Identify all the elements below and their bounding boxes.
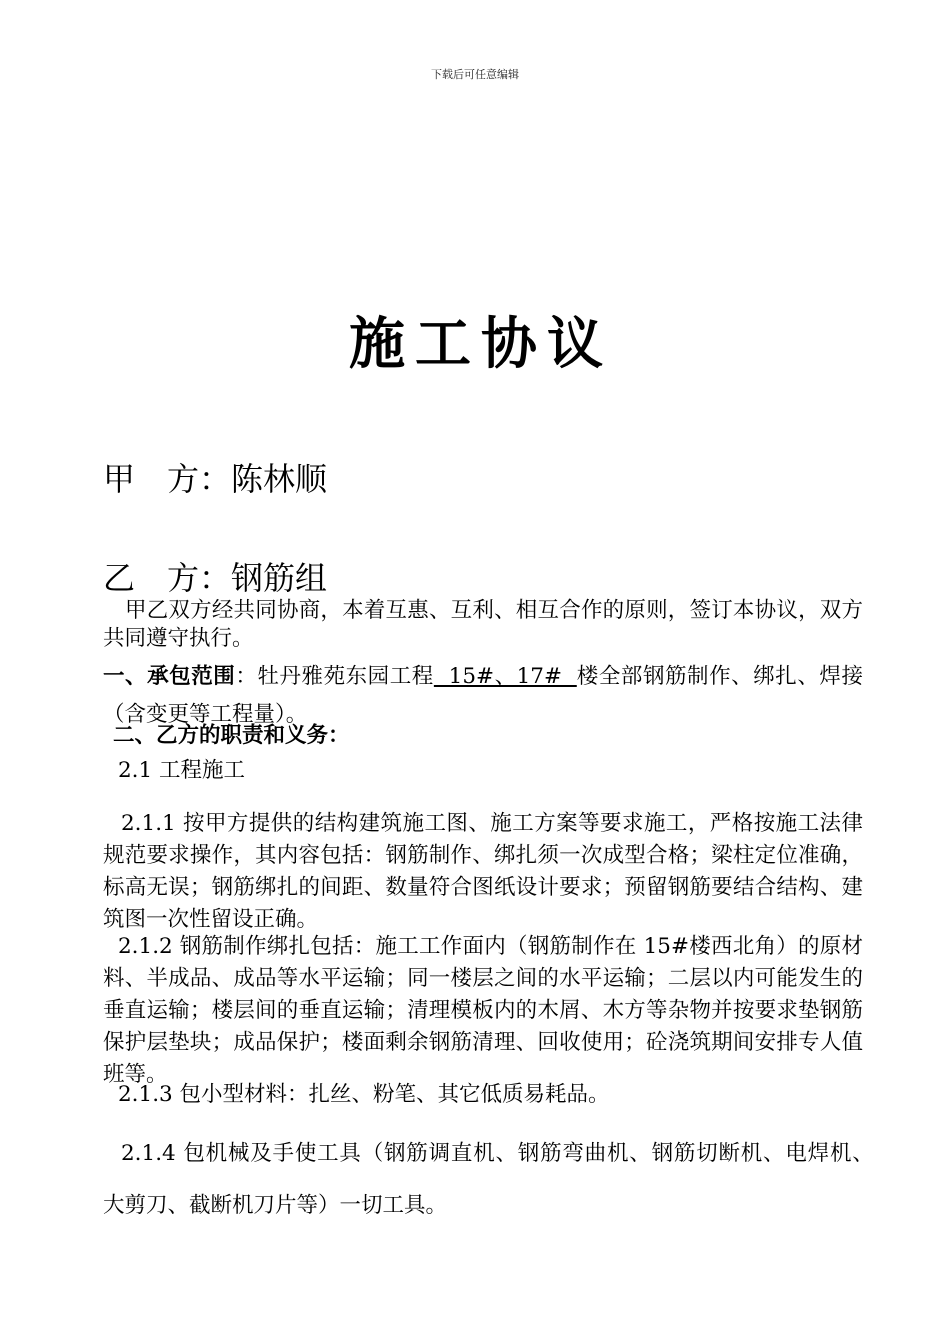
intro-paragraph: 甲乙双方经共同协商，本着互惠、互利、相互合作的原则，签订本协议，双方共同遵守执行。 (103, 598, 863, 651)
header-note: 下载后可任意编辑 (431, 68, 519, 81)
party-a-name: 陈林顺 (231, 460, 328, 498)
section-1-text-after: 楼全部钢筋制作、绑扎、焊接（含变更等工程量）。 (103, 664, 863, 727)
party-a-line (103, 454, 327, 500)
item-2-1-1: 2.1.1 按甲方提供的结构建筑施工图、施工方案等要求施工，严格按施工法律规范要求操作，其内容包括：钢筋制作、绑扎须一次成型合格；梁柱定位准确，标高无误；钢筋绑扎的间距、数量符合图纸设计要求；预留钢筋要结合结构、建筑图一次性留设正确。 (103, 811, 863, 932)
item-2-1-3: 2.1.3 包小型材料：扎丝、粉笔、其它低质易耗品。 (118, 1082, 610, 1107)
section-1-buildings: 15#、17# (433, 664, 577, 689)
item-2-1-2: 2.1.2 钢筋制作绑扎包括：施工工作面内（钢筋制作在 15#楼西北角）的原材料、半成品、成品等水平运输；同一楼层之间的水平运输；二层以内可能发生的垂直运输；楼层间的垂直运输；清理模板内的木屑、木方等杂物并按要求垫钢筋保护层垫块；成品保护；楼面剩余钢筋清理、回收使用；砼浇筑期间安排专人值班等。 (103, 934, 863, 1087)
party-b-label: 乙 方： (103, 559, 232, 597)
section-1-heading: 一、承包范围 (103, 664, 236, 689)
party-b-name: 钢筋组 (231, 559, 328, 597)
item-2-1-4: 2.1.4 包机械及手使工具（钢筋调直机、钢筋弯曲机、钢筋切断机、电焊机、 大剪刀、截断机刀片等）一切工具。 (103, 1141, 885, 1218)
party-b-line (103, 553, 327, 599)
item-2-1: 2.1 工程施工 (118, 758, 246, 783)
section-1-text-before: 牡丹雅苑东园工程 (257, 664, 434, 689)
party-a-label: 甲 方： (103, 460, 232, 498)
section-1-colon: ： (235, 664, 258, 689)
section-2-heading: 二、乙方的职责和义务： (113, 723, 350, 748)
document-title: 施工协议 (349, 312, 613, 377)
